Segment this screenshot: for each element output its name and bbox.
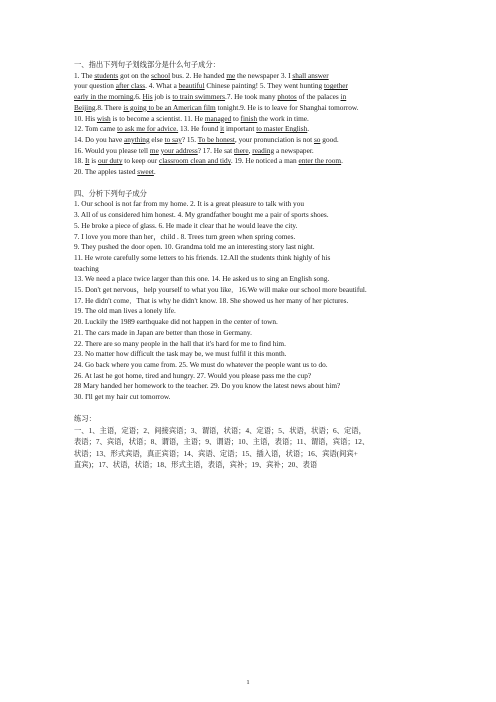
underlined-segment: finish <box>240 113 258 123</box>
underlined-segment: your address <box>160 145 198 155</box>
text-segment: . <box>307 124 310 134</box>
underlined-segment: me <box>149 145 159 155</box>
underlined-segment: in <box>340 92 347 102</box>
sentence-line <box>74 124 434 135</box>
text-segment: 16. Would you please tell <box>74 145 150 155</box>
sentence-line <box>74 146 434 157</box>
text-segment: .8. There <box>95 102 124 112</box>
underlined-segment: sweet <box>137 167 154 177</box>
sentence-line: 28 Mary handed her homework to the teacher. 29. Do you know the latest news about him? <box>74 381 341 391</box>
underlined-segment: there <box>234 145 249 155</box>
sentence-line: 7. I love you more than her，child . 8. Trees turn green when spring comes. <box>74 231 296 241</box>
sentence-line: 11. He wrote carefully some letters to his friends. 12.All the students think highly of his <box>74 252 331 262</box>
underlined-segment: photos <box>277 92 297 102</box>
text-segment: ? 15. <box>181 134 198 144</box>
sentence-line <box>74 71 434 82</box>
sentence-line: 13. We need a place twice larger than this one. 14. He asked us to sing an English song. <box>74 274 330 284</box>
text-segment: 10. His <box>74 113 97 123</box>
underlined-segment: school <box>151 70 171 80</box>
answer-line: 状语；13、形式宾语，真正宾语；14、宾语、定语；15、插入语，状语；16、宾语(间宾+ <box>74 448 358 458</box>
sentence-line: 22. There are so many people in the hall that it's hard for me to find him. <box>74 338 286 348</box>
text-segment: bus. 2. He handed <box>170 70 227 80</box>
sentence-line: 19. The old man lives a lonely life. <box>74 306 176 316</box>
sentence-line <box>74 92 434 103</box>
answers-heading: 练习： <box>74 413 96 423</box>
sentence-line: 30. I'll get my hair cut tomorrow. <box>74 392 171 402</box>
text-segment: to <box>231 113 241 123</box>
section2-heading: 四、分析下列句子成分 <box>74 188 147 198</box>
sentence-line: 9. They pushed the door open. 10. Grandma told me an interesting story last night. <box>74 242 315 252</box>
text-segment: . 19. He noticed a man <box>230 156 299 166</box>
text-segment: to keep our <box>122 156 159 166</box>
underlined-segment: to say <box>164 134 182 144</box>
sentence-line: teaching <box>74 263 99 273</box>
answer-line: 直宾)；17、状语，状语；18、形式主语，表语，宾补；19、宾补；20、表语 <box>74 460 318 469</box>
text-segment: . 4. What a <box>145 81 179 91</box>
text-segment: good. <box>320 134 339 144</box>
underlined-segment: managed <box>204 113 232 123</box>
page-number: 1 <box>246 679 250 686</box>
text-segment: , your pronunciation is not <box>234 134 314 144</box>
underlined-segment: to master English <box>256 124 308 134</box>
text-segment: .6. <box>133 92 143 102</box>
text-segment: 14. Do you have <box>74 134 125 144</box>
sentence-line: 1. Our school is not far from my home. 2. It is a great pleasure to talk with you <box>74 199 305 209</box>
text-segment: 20. The apples tasted <box>74 167 138 177</box>
text-segment: 12. Tom came <box>74 124 118 134</box>
text-segment: . <box>153 167 156 177</box>
underlined-segment: to train swimmers <box>172 92 226 102</box>
text-segment: a newspaper. <box>274 145 314 155</box>
underlined-segment: me <box>226 70 236 80</box>
sentence-line: 23. No matter how difficult the task may be, we must fulfil it this month. <box>74 349 287 359</box>
sentence-line: 26. At last he got home, tired and hungry. 27. Would you please pass me the cup? <box>74 370 312 380</box>
underlined-segment: students <box>94 70 119 80</box>
sentence-line: 3. All of us considered him honest. 4. My grandfather bought me a pair of sports shoes. <box>74 210 329 220</box>
underlined-segment: shall answer <box>292 70 329 80</box>
sentence-line: 24. Go back where you came from. 25. We must do whatever the people want us to do. <box>74 359 328 369</box>
answers-block <box>74 425 434 471</box>
document-page <box>74 60 434 471</box>
text-segment: the newspaper 3. I <box>235 70 293 80</box>
sentence-line: 15. Don't get nervous，help yourself to what you like．16.We will make our school more beautiful. <box>74 285 367 295</box>
text-segment: tonight.9. He is to leave for Shanghai tomorrow. <box>215 102 359 112</box>
text-segment: is <box>89 156 98 166</box>
sentence-line <box>74 167 434 178</box>
section1-heading: 一、指出下列句子划线部分是什么句子成分： <box>74 60 220 69</box>
underlined-segment: To be honest <box>197 134 235 144</box>
text-segment: job is <box>152 92 173 102</box>
text-segment: ? 17. He sat <box>197 145 235 155</box>
sentence-line <box>74 81 434 92</box>
sentence-line <box>74 103 434 114</box>
text-segment: else <box>149 134 165 144</box>
text-segment: .7. He took many <box>225 92 278 102</box>
underlined-segment: early in the morning <box>74 92 134 102</box>
underlined-segment: reading <box>252 145 275 155</box>
underlined-segment: anything <box>124 134 150 144</box>
text-segment: 13. He found <box>178 124 221 134</box>
text-segment: 18. <box>74 156 85 166</box>
sentence-line <box>74 135 434 146</box>
text-segment: of the palaces <box>296 92 341 102</box>
sentence-line: 17. He didn't come．That is why he didn't know. 18. She showed us her many of her pictures. <box>74 295 349 305</box>
underlined-segment: beautiful <box>178 81 205 91</box>
answer-line: 表语；7、宾语，状语；8、谓语，主语；9、谓语；10、主语，表语；11、谓语，宾语；12、 <box>74 437 370 446</box>
section2-sentences <box>74 199 434 402</box>
spacer <box>74 403 434 414</box>
underlined-segment: it <box>220 124 225 134</box>
text-segment: got on the <box>118 70 152 80</box>
text-segment: Chinese painting! 5. They went hunting <box>204 81 325 91</box>
text-segment: the work in time. <box>257 113 309 123</box>
sentence-line: 21. The cars made in Japan are better than those in Germany. <box>74 327 252 337</box>
text-segment: is to become a scientist. 11. He <box>110 113 205 123</box>
underlined-segment: wish <box>96 113 111 123</box>
underlined-segment: classroom clean and tidy <box>158 156 231 166</box>
underlined-segment: together <box>324 81 348 91</box>
underlined-segment: Beijing <box>74 102 96 112</box>
underlined-segment: is going to be an American film <box>123 102 216 112</box>
text-segment: . <box>341 156 343 166</box>
text-segment: important <box>224 124 257 134</box>
sentence-line <box>74 114 434 125</box>
text-segment: your question <box>74 81 116 91</box>
text-segment: 1. The <box>74 70 95 80</box>
answer-line: 一、1、主语，定语；2、间接宾语；3、谓语，状语；4、定语；5、状语，状语；6、定语， <box>74 425 366 435</box>
underlined-segment: our duty <box>97 156 123 166</box>
underlined-segment: so <box>313 134 321 144</box>
underlined-segment: after class <box>115 81 146 91</box>
section1-sentences <box>74 71 434 178</box>
sentence-line: 20. Luckily the 1989 earthquake did not happen in the center of town. <box>74 317 278 327</box>
underlined-segment: His <box>142 92 153 102</box>
underlined-segment: to ask me for advice. <box>117 124 179 134</box>
sentence-line <box>74 156 434 167</box>
underlined-segment: enter the room <box>298 156 342 166</box>
text-segment: , <box>248 145 253 155</box>
underlined-segment: It <box>84 156 90 166</box>
sentence-line: 5. He broke a piece of glass. 6. He made it clear that he would leave the city. <box>74 220 298 230</box>
spacer <box>74 178 434 189</box>
